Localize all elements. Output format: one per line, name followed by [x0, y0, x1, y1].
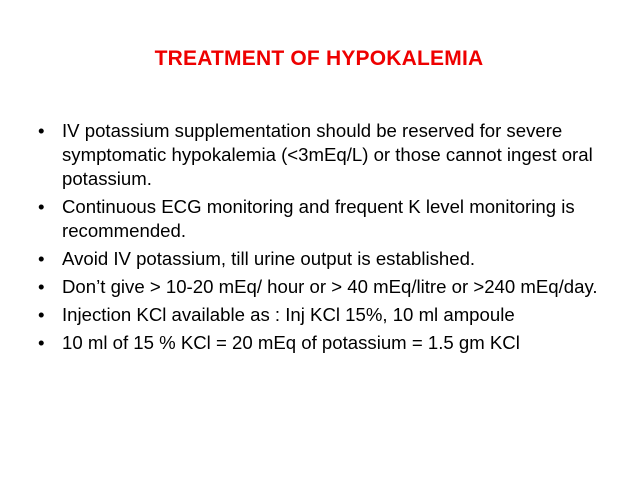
bullet-marker: •	[38, 332, 45, 353]
bullet-marker: •	[38, 196, 45, 217]
slide-title: TREATMENT OF HYPOKALEMIA	[154, 47, 484, 70]
bullet-marker: •	[38, 276, 45, 297]
bullet-item	[38, 195, 608, 243]
bullet-marker: •	[38, 248, 45, 269]
bullet-item	[38, 247, 608, 271]
bullet-item	[38, 275, 608, 299]
bullet-text: 10 ml of 15 % KCl = 20 mEq of potassium = 1.5 gm KCl	[62, 332, 520, 353]
bullet-text: Don’t give > 10-20 mEq/ hour or > 40 mEq/litre or >240 mEq/day.	[62, 276, 598, 297]
bullet-item	[38, 303, 608, 327]
bullet-list	[38, 119, 608, 359]
bullet-item	[38, 331, 608, 355]
bullet-item	[38, 119, 608, 191]
bullet-text: Continuous ECG monitoring and frequent K level monitoring is recommended.	[62, 196, 575, 241]
bullet-marker: •	[38, 120, 45, 141]
bullet-text: IV potassium supplementation should be reserved for severe symptomatic hypokalemia (<3mEq/L) or those cannot ingest oral potassium.	[62, 120, 593, 189]
bullet-text: Injection KCl available as : Inj KCl 15%, 10 ml ampoule	[62, 304, 515, 325]
bullet-marker: •	[38, 304, 45, 325]
bullet-text: Avoid IV potassium, till urine output is established.	[62, 248, 476, 269]
